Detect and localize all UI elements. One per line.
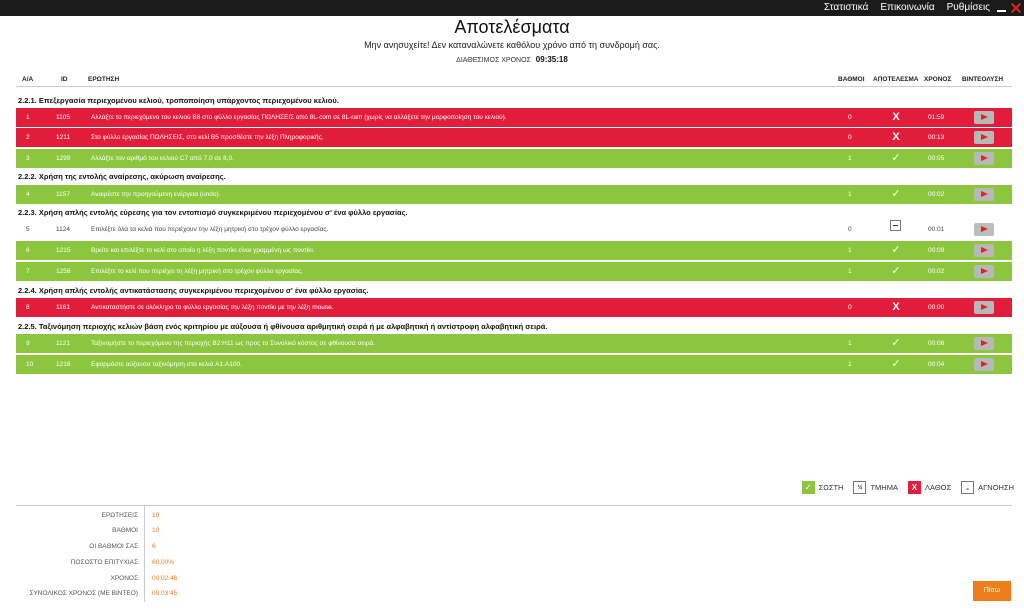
check-icon: ✓ bbox=[891, 358, 901, 370]
minus-icon: - bbox=[961, 481, 974, 494]
minimize-icon[interactable] bbox=[995, 2, 1008, 14]
menu-settings[interactable]: Ρυθμίσεις bbox=[946, 2, 990, 13]
summary-label: ΕΡΩΤΗΣΕΙΣ bbox=[101, 512, 138, 519]
play-video-button[interactable] bbox=[974, 301, 994, 314]
check-icon: ✓ bbox=[891, 188, 901, 200]
half-icon: ½ bbox=[853, 481, 866, 494]
row-question: Εφαρμόστε αύξουσα ταξινόμηση στα κελιά A1:A100. bbox=[91, 361, 242, 368]
menu-contact[interactable]: Επικοινωνία bbox=[880, 2, 935, 13]
check-icon: ✓ bbox=[891, 337, 901, 349]
row-time: 01:59 bbox=[928, 114, 945, 121]
row-question: Στο φύλλο εργασίας ΠΩΛΗΣΕΙΣ, στο κελί B5 προσθέστε την λέξη Πληροφορικής. bbox=[91, 134, 324, 141]
row-question: Ταξινομήστε το περιεχόμενο της περιοχής B2:H11 ως προς το Συνολικό κόστος σε φθίνουσα σειρά. bbox=[91, 340, 376, 347]
row-time: 00:02 bbox=[928, 268, 945, 275]
row-id: 1121 bbox=[56, 340, 70, 347]
row-id: 1157 bbox=[56, 191, 70, 198]
summary-label: ΒΑΘΜΟΙ bbox=[112, 527, 138, 534]
table-row bbox=[16, 128, 1012, 147]
legend-ignored bbox=[961, 481, 1014, 494]
available-time-label: ΔΙΑΘΕΣΙΜΟΣ ΧΡΟΝΟΣ bbox=[456, 57, 531, 64]
col-num: Α/Α bbox=[22, 76, 34, 83]
play-video-button[interactable] bbox=[974, 265, 994, 278]
row-time: 00:02 bbox=[928, 191, 945, 198]
check-icon: ✓ bbox=[802, 481, 815, 494]
table-row bbox=[16, 108, 1012, 127]
legend-correct-label: ΣΩΣΤΗ bbox=[818, 483, 844, 492]
row-question: Αντικαταστήστε σε ολόκληρο το φύλλο εργασίας την λέξη ποντίκι με την λέξη mouse. bbox=[91, 304, 334, 311]
row-id: 1211 bbox=[56, 134, 70, 141]
legend-partial-label: ΤΜΗΜΑ bbox=[870, 483, 898, 492]
row-score: 1 bbox=[848, 191, 852, 198]
col-time: ΧΡΟΝΟΣ bbox=[924, 76, 952, 83]
play-video-button[interactable] bbox=[974, 188, 994, 201]
play-video-button[interactable] bbox=[974, 152, 994, 165]
table-row bbox=[16, 185, 1012, 204]
col-score: ΒΑΘΜΟΙ bbox=[838, 76, 865, 83]
row-question: Βρείτε και επιλέξτε το κελί στο οποίο η λέξη ποντίκι είναι γραμμένη ως ποντίκι. bbox=[91, 247, 315, 254]
section-title: 2.2.1. Επεξεργασία περιεχομένου κελιού, τροποποίηση υπάρχοντος περιεχομένου κελιού. bbox=[18, 96, 339, 105]
row-score: 0 bbox=[848, 134, 852, 141]
row-time: 00:01 bbox=[928, 226, 945, 233]
col-video: ΒΙΝΤΕΟΛΥΣΗ bbox=[962, 76, 1004, 83]
row-score: 0 bbox=[848, 304, 852, 311]
wrong-icon: X bbox=[892, 111, 900, 123]
play-video-button[interactable] bbox=[974, 223, 994, 236]
row-id: 1215 bbox=[56, 247, 71, 254]
page-subtitle: Μην ανησυχείτε! Δεν καταναλώνετε καθόλου χρόνο από τη συνδρομή σας. bbox=[364, 40, 660, 50]
summary-panel bbox=[16, 505, 1012, 601]
play-video-button[interactable] bbox=[974, 131, 994, 144]
table-row bbox=[16, 298, 1012, 317]
table-row bbox=[16, 241, 1012, 260]
ignored-icon bbox=[890, 220, 901, 231]
table-row bbox=[16, 149, 1012, 168]
section-title: 2.2.5. Ταξινόμηση περιοχής κελιών βάση ενός κριτηρίου με αύξουσα ή φθίνουσα αριθμητική σειρά ή με αλφαβητική ή αντίστροφη αλφαβητική σειρά. bbox=[18, 322, 548, 331]
col-result: ΑΠΟΤΕΛΕΣΜΑ bbox=[873, 76, 919, 83]
section-title: 2.2.3. Χρήση απλής εντολής εύρεσης για τον εντοπισμό συγκεκριμένου περιεχομένου σ' ένα φύλλο εργασίας. bbox=[18, 208, 408, 217]
row-score: 1 bbox=[848, 361, 852, 368]
row-score: 0 bbox=[848, 226, 852, 233]
summary-label: ΟΙ ΒΑΘΜΟΙ ΣΑΣ bbox=[89, 543, 138, 550]
row-num: 4 bbox=[26, 191, 30, 198]
row-id: 1258 bbox=[56, 268, 71, 275]
section-title: 2.2.4. Χρήση απλής εντολής αντικατάστασης συγκεκριμένου περιεχομένου σ' ένα φύλλο εργασίας. bbox=[18, 286, 369, 295]
legend-partial bbox=[853, 481, 898, 494]
row-question: Επιλέξτε όλα τα κελιά που περιέχουν την λέξη μητρική στο τρέχον φύλλο εργασίας. bbox=[91, 226, 329, 233]
table-header bbox=[16, 73, 1012, 87]
row-question: Αλλάξτε τον αριθμό του κελιού C7 από 7,0 σε 8,0. bbox=[91, 155, 234, 162]
row-num: 5 bbox=[26, 226, 30, 233]
row-id: 1105 bbox=[56, 114, 70, 121]
wrong-icon: X bbox=[892, 301, 900, 313]
available-time bbox=[0, 55, 1024, 64]
available-time-value: 09:35:18 bbox=[535, 55, 568, 64]
summary-row bbox=[16, 512, 416, 526]
menu-statistics[interactable]: Στατιστικά bbox=[823, 2, 869, 13]
table-row bbox=[16, 220, 1012, 239]
row-time: 00:04 bbox=[928, 361, 945, 368]
summary-label: ΠΟΣΟΣΤΟ ΕΠΙΤΥΧΙΑΣ bbox=[70, 559, 138, 566]
legend-ignored-label: ΑΓΝΟΗΣΗ bbox=[978, 483, 1014, 492]
wrong-icon: X bbox=[908, 481, 921, 494]
close-icon[interactable] bbox=[1009, 2, 1022, 14]
row-num: 8 bbox=[26, 304, 30, 311]
row-id: 1124 bbox=[56, 226, 70, 233]
row-id: 1299 bbox=[56, 155, 71, 162]
table-row bbox=[16, 355, 1012, 374]
row-num: 3 bbox=[26, 155, 30, 162]
page-title: Αποτελέσματα bbox=[454, 17, 570, 37]
row-num: 6 bbox=[26, 247, 30, 254]
check-icon: ✓ bbox=[891, 265, 901, 277]
back-button[interactable]: Πίσω bbox=[973, 581, 1011, 601]
summary-label: ΧΡΟΝΟΣ bbox=[110, 575, 138, 582]
row-id: 1216 bbox=[56, 361, 71, 368]
summary-value: 6 bbox=[152, 543, 156, 550]
table-row bbox=[16, 262, 1012, 281]
legend-wrong-label: ΛΑΘΟΣ bbox=[924, 483, 952, 492]
row-time: 00:13 bbox=[928, 134, 945, 141]
row-score: 0 bbox=[848, 114, 852, 121]
row-num: 1 bbox=[26, 114, 30, 121]
check-icon: ✓ bbox=[891, 244, 901, 256]
section-title: 2.2.2. Χρήση της εντολής αναίρεσης, ακύρωση αναίρεσης. bbox=[18, 172, 226, 181]
table-row bbox=[16, 334, 1012, 353]
row-num: 2 bbox=[26, 134, 30, 141]
check-icon: ✓ bbox=[891, 152, 901, 164]
row-question: Αναιρέστε την προηγούμενη ενέργεια (undo). bbox=[91, 191, 221, 198]
top-bar bbox=[0, 0, 1024, 16]
summary-value: 60,00% bbox=[152, 559, 175, 566]
row-score: 1 bbox=[848, 155, 852, 162]
play-video-button[interactable] bbox=[974, 111, 994, 124]
summary-value: 10 bbox=[152, 527, 160, 534]
row-score: 1 bbox=[848, 340, 852, 347]
legend-wrong bbox=[908, 481, 951, 494]
row-time: 00:06 bbox=[928, 340, 945, 347]
legend bbox=[802, 481, 1014, 494]
row-num: 7 bbox=[26, 268, 30, 275]
summary-value: 00:02:46 bbox=[152, 575, 178, 582]
top-menu bbox=[824, 1, 990, 15]
summary-value: 10 bbox=[152, 512, 160, 519]
row-score: 1 bbox=[848, 268, 852, 275]
row-id: 1161 bbox=[56, 304, 70, 311]
col-question: ΕΡΩΤΗΣΗ bbox=[88, 76, 120, 83]
summary-label: ΣΥΝΟΛΙΚΟΣ ΧΡΟΝΟΣ (ΜΕ ΒΙΝΤΕΟ) bbox=[29, 590, 138, 597]
play-video-button[interactable] bbox=[974, 358, 994, 371]
play-video-button[interactable] bbox=[974, 244, 994, 257]
summary-row bbox=[16, 543, 416, 557]
row-num: 9 bbox=[26, 340, 30, 347]
wrong-icon: X bbox=[892, 131, 900, 143]
row-time: 00:09 bbox=[928, 247, 945, 254]
summary-row bbox=[16, 527, 416, 541]
summary-row bbox=[16, 559, 416, 573]
legend-correct bbox=[802, 481, 844, 494]
col-id: ID bbox=[61, 76, 68, 83]
row-time: 00:05 bbox=[928, 155, 945, 162]
row-score: 1 bbox=[848, 247, 852, 254]
row-question: Αλλάξτε το περιεχόμενο του κελιού B8 στο φύλλο εργασίας ΠΩΛΗΣΕΙΣ από 8L-com σε 8L-ram (χωρίς να αλλάξετε την μορφοποίηση του κελιού). bbox=[91, 114, 507, 121]
summary-row bbox=[16, 590, 416, 604]
play-video-button[interactable] bbox=[974, 337, 994, 350]
summary-row bbox=[16, 575, 416, 589]
summary-value: 00:03:45 bbox=[152, 590, 178, 597]
row-question: Επιλέξτε το κελί που περιέχει τη λέξη μητρική στο τρέχον φύλλο εργασίας. bbox=[91, 268, 304, 275]
row-time: 00:00 bbox=[928, 304, 945, 311]
row-num: 10 bbox=[26, 361, 34, 368]
